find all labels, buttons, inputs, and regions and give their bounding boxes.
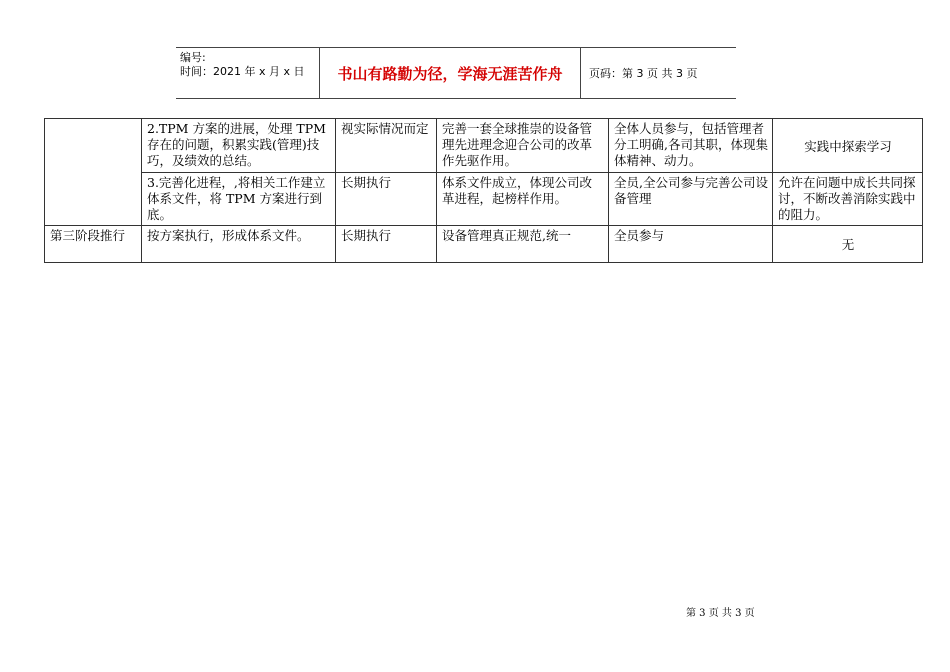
document-number-label: 编号: <box>180 51 206 64</box>
content-cell: 按方案执行，形成体系文件。 <box>142 226 336 263</box>
note-cell: 无 <box>773 226 923 263</box>
goal-cell: 体系文件成立，体现公司改革进程，起榜样作用。 <box>437 173 609 226</box>
header-meta <box>176 48 319 98</box>
period-cell: 长期执行 <box>336 226 437 263</box>
stage-cell: 第三阶段推行 <box>45 226 142 263</box>
page-header <box>176 47 736 99</box>
header-motto: 书山有路勤为径，学海无涯苦作舟 <box>319 48 581 98</box>
note-cell: 实践中探索学习 <box>773 119 923 173</box>
participants-cell: 全体人员参与，包括管理者分工明确,各司其职，体现集体精神、动力。 <box>609 119 773 173</box>
header-page-info: 页码：第 3 页 共 3 页 <box>589 67 698 80</box>
goal-cell: 完善一套全球推崇的设备管理先进理念迎合公司的改革作先驱作用。 <box>437 119 609 173</box>
goal-cell: 设备管理真正规范,统一 <box>437 226 609 263</box>
note-cell: 允许在问题中成长共同探讨，不断改善消除实践中的阻力。 <box>773 173 923 226</box>
document-time-label: 时间：2021 年 x 月 x 日 <box>180 65 305 78</box>
content-cell: 3.完善化进程，,将相关工作建立体系文件，将 TPM 方案进行到底。 <box>142 173 336 226</box>
table-row <box>45 226 923 263</box>
content-cell: 2.TPM 方案的进展，处理 TPM 存在的问题，积累实践(管理)技巧，及绩效的总结。 <box>142 119 336 173</box>
page-footer: 第 3 页 共 3 页 <box>686 608 755 619</box>
period-cell: 视实际情况而定 <box>336 119 437 173</box>
table-row <box>45 119 923 173</box>
participants-cell: 全员参与 <box>609 226 773 263</box>
plan-table <box>44 118 923 263</box>
period-cell: 长期执行 <box>336 173 437 226</box>
participants-cell: 全员,全公司参与完善公司设备管理 <box>609 173 773 226</box>
table-row <box>45 173 923 226</box>
stage-cell <box>45 119 142 226</box>
